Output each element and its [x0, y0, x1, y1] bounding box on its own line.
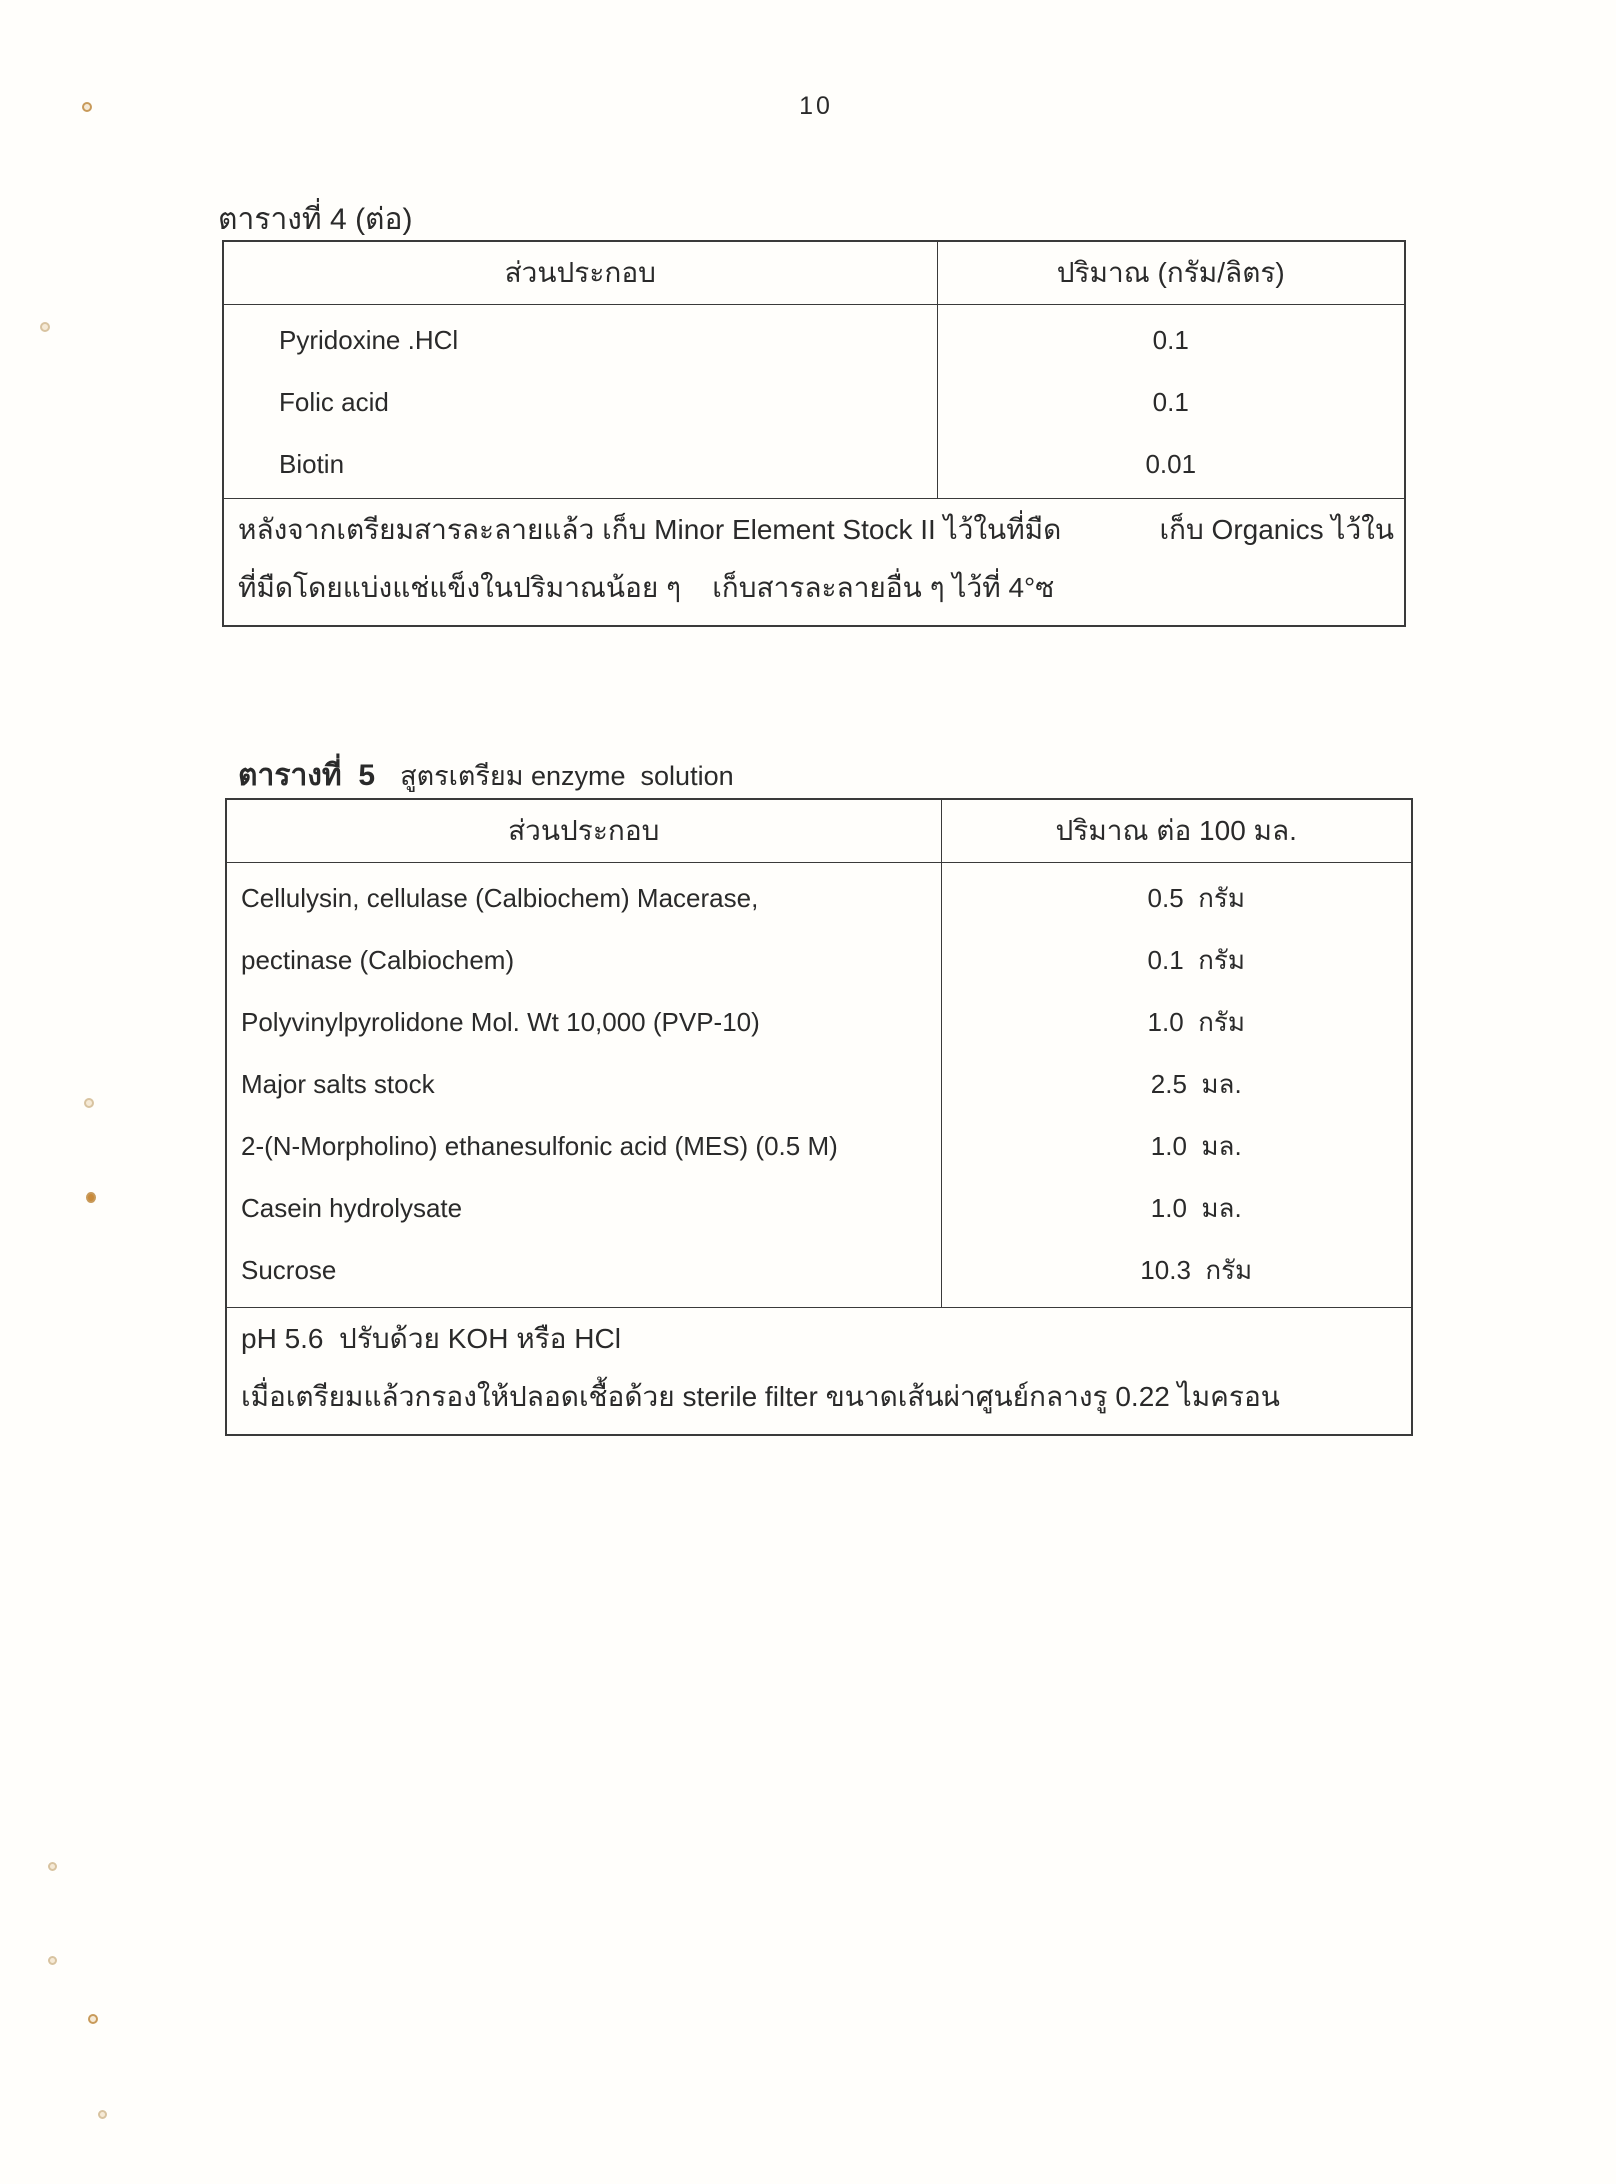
table5-row-amount: 0.5 กรัม — [1147, 883, 1245, 913]
table5-components-cell — [226, 863, 941, 1308]
table5-data-row — [226, 863, 1412, 1308]
table4-row-amount: 0.1 — [1152, 387, 1189, 417]
table4-note-line2: ที่มืดโดยแบ่งแช่แข็งในปริมาณน้อย ๆ เก็บสารละลายอื่น ๆ ไว้ที่ 4°ซ — [238, 572, 1055, 603]
table5-row-amount: 2.5 มล. — [1150, 1069, 1242, 1099]
scan-speck — [84, 1098, 94, 1108]
table4-components-cell — [223, 305, 937, 499]
table4-caption — [218, 196, 413, 243]
table5-note — [226, 1308, 1412, 1436]
scan-speck — [86, 1192, 96, 1203]
scan-speck — [82, 102, 92, 112]
table5-row-amount: 1.0 กรัม — [1147, 1007, 1245, 1037]
table4-data-row — [223, 305, 1405, 499]
table5-note-line2: เมื่อเตรียมแล้วกรองให้ปลอดเชื้อด้วย sterile filter ขนาดเส้นผ่าศูนย์กลางรู 0.22 ไมครอน — [241, 1381, 1280, 1412]
table4-note-line1a: หลังจากเตรียมสารละลายแล้ว เก็บ Minor Element Stock II ไว้ในที่มืด — [238, 514, 1062, 545]
table4-row-component: Folic acid — [279, 387, 389, 417]
scan-speck — [48, 1956, 57, 1965]
table5 — [225, 798, 1413, 1436]
table5-row-component: pectinase (Calbiochem) — [241, 945, 515, 975]
table4 — [222, 240, 1406, 627]
table5-row-component: Sucrose — [241, 1255, 337, 1285]
table4-amounts-cell — [937, 305, 1405, 499]
table5-header-amount: ปริมาณ ต่อ 100 มล. — [941, 799, 1412, 863]
table4-row-amount: 0.1 — [1152, 325, 1189, 355]
table4-note-line1b: เก็บ Organics ไว้ใน — [1159, 514, 1394, 545]
table4-row-component: Pyridoxine .HCl — [279, 325, 459, 355]
scan-speck — [88, 2014, 98, 2024]
page-number: 10 — [799, 92, 833, 120]
table5-row-amount: 0.1 กรัม — [1147, 945, 1245, 975]
table5-note-line1: pH 5.6 ปรับด้วย KOH หรือ HCl — [241, 1323, 621, 1354]
table4-header-row — [223, 241, 1405, 305]
table5-note-row — [226, 1308, 1412, 1436]
table5-row-amount: 1.0 มล. — [1150, 1131, 1242, 1161]
table5-caption — [238, 752, 734, 799]
table5-row-component: Cellulysin, cellulase (Calbiochem) Macerase, — [241, 883, 759, 913]
table4-header-amount: ปริมาณ (กรัม/ลิตร) — [937, 241, 1405, 305]
scan-speck — [98, 2110, 107, 2119]
table4-note — [223, 499, 1405, 627]
table5-row-component: Major salts stock — [241, 1069, 435, 1099]
table4-header-component: ส่วนประกอบ — [223, 241, 937, 305]
table5-row-amount: 10.3 กรัม — [1140, 1255, 1253, 1285]
table5-row-component: 2-(N-Morpholino) ethanesulfonic acid (MES) (0.5 M) — [241, 1131, 838, 1161]
table4-caption-label: ตารางที่ 4 (ต่อ) — [218, 203, 413, 236]
scan-speck — [48, 1862, 57, 1871]
table5-header-row — [226, 799, 1412, 863]
scan-speck — [40, 322, 50, 332]
table5-row-component: Casein hydrolysate — [241, 1193, 463, 1223]
table5-row-amount: 1.0 มล. — [1150, 1193, 1242, 1223]
table5-caption-title: สูตรเตรียม enzyme solution — [400, 761, 734, 791]
table4-row-component: Biotin — [279, 449, 345, 479]
table5-amounts-cell — [941, 863, 1412, 1308]
table4-row-amount: 0.01 — [1145, 449, 1197, 479]
table5-header-component: ส่วนประกอบ — [226, 799, 941, 863]
table5-caption-label: ตารางที่ 5 — [238, 759, 376, 792]
table4-note-row — [223, 499, 1405, 627]
table5-row-component: Polyvinylpyrolidone Mol. Wt 10,000 (PVP-10) — [241, 1007, 760, 1037]
